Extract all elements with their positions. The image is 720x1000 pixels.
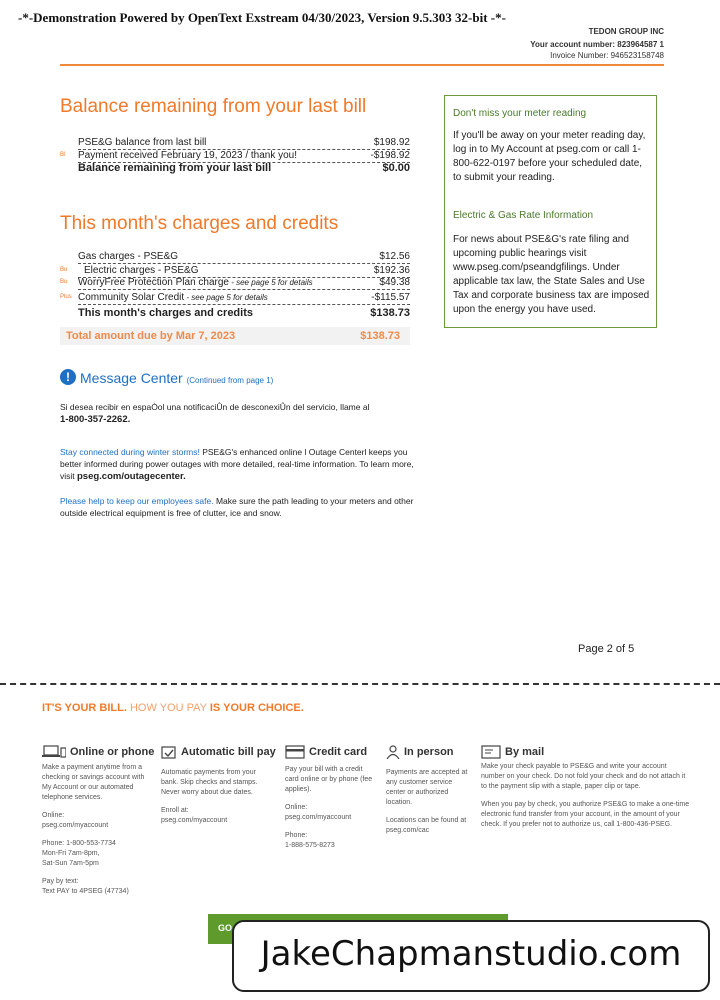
spanish-notice: Si desea recibir en espaÒol una notificaciÛn de desconexiÛn del servicio, llame al 1-800-357-2262. (60, 402, 370, 425)
tear-line (0, 683, 720, 685)
meter-reading-title: Don't miss your meter reading (453, 108, 587, 119)
demo-banner: -*-Demonstration Powered by OpenText Exstream 04/30/2023, Version 9.5.303 32-bit -*- (18, 10, 506, 25)
total-due-label: Total amount due by Mar 7, 2023 (66, 330, 236, 342)
charge-row: Community Solar Credit - see page 5 for details -$115.57 (78, 292, 410, 303)
person-icon (386, 745, 400, 759)
outage-notice: Stay connected during winter storms! PSE&G's enhanced online l Outage Centerl keeps you better informed during power outages with more detailed, real-time information. To learn more, visit pseg.com/outagecenter. (60, 447, 414, 482)
credit-card-icon (285, 745, 305, 759)
total-due-bar (60, 327, 410, 345)
pay-option-mail: By mail Make your check payable to PSE&G and write your account number on your check. Do not fold your check and do not attach it to the payment slip with a staple, paper clip or tape. When you pay by check, you authorize PSE&G to make a one-time electronic fund transfer from your account, in the amount of your check. If you prefer not to authorize us, call 1-800-436-PSEG. (481, 745, 690, 828)
meter-reading-text: If you'll be away on your meter reading day, log in to My Account at pseg.com or call 1-800-622-0197 before your scheduled date, to submit your reading. (453, 130, 646, 183)
account-number: Your account number: 823964587 1 (530, 40, 664, 49)
row-marker: Bu (60, 279, 68, 285)
pay-option-credit-card: Credit card Pay your bill with a credit card online or by phone (fee applies). Online: pseg.com/myaccount Phone: 1-888-575-8273 (285, 745, 373, 849)
charge-row: Electric charges - PSE&G $192.36 (78, 265, 410, 278)
outage-link[interactable]: pseg.com/outagecenter. (77, 471, 186, 482)
total-due-amount: $138.73 (360, 330, 400, 342)
rate-info-title: Electric & Gas Rate Information (453, 210, 594, 221)
rate-info-text: For news about PSE&G's rate filing and upcoming public hearings visit www.pseg.com/pseandgfilings. Under applicable tax law, the State Sales and Use Tax and corporate business tax are imposed upon the energy you have used. (453, 234, 650, 315)
balance-title: Balance remaining from your last bill (60, 96, 367, 117)
pay-option-title: Automatic bill pay (181, 745, 276, 758)
watermark-text: JakeChapmanstudio.com (260, 934, 682, 974)
company-name: TEDON GROUP INC (588, 27, 664, 36)
charge-row: Gas charges - PSE&G $12.56 (78, 251, 410, 262)
row-marker: Plus (60, 294, 72, 300)
pay-option-in-person: In person Payments are accepted at any customer service center or authorized location. Locations can be found at pseg.com/cac (386, 745, 468, 834)
laptop-phone-icon (42, 745, 66, 759)
charges-title: This month's charges and credits (60, 213, 339, 234)
envelope-icon (481, 745, 501, 759)
balance-row: Payment received February 19, 2023 / thank you! -$198.92 (78, 150, 410, 161)
pay-option-title: In person (404, 745, 454, 758)
pay-option-title: Online or phone (70, 745, 155, 758)
row-marker: BI (60, 152, 66, 158)
balance-row: PSE&G balance from last bill $198.92 (78, 137, 410, 148)
row-marker: Bu (60, 267, 68, 273)
charges-total-row: This month's charges and credits $138.73 (78, 307, 410, 319)
invoice-number: Invoice Number: 946523158748 (550, 51, 664, 60)
info-icon: ! (60, 369, 76, 385)
calendar-check-icon (161, 745, 177, 759)
watermark-box (232, 920, 710, 992)
payment-headline: IT'S YOUR BILL. HOW YOU PAY IS YOUR CHOICE. (42, 702, 304, 714)
pay-option-online: Online or phone Make a payment anytime from a checking or savings account with My Account or our automated telephone services. Online: pseg.com/myaccount Phone: 1-800-553-7734 Mon-Fri 7am-8pm, Sat-Sun 7am-5pm Pay by text: Text PAY to 4PSEG (47734) (42, 745, 155, 895)
info-sidebar (444, 95, 657, 328)
go-button[interactable]: GO (208, 914, 508, 944)
pay-option-autopay: Automatic bill pay Automatic payments from your bank. Skip checks and stamps. Never worry about due dates. Enroll at: pseg.com/myaccount (161, 745, 276, 824)
charge-row: WorryFree Protection Plan charge - see page 5 for details $49.38 (78, 277, 410, 288)
safety-notice: Please help to keep our employees safe. Make sure the path leading to your meters and other outside electrical equipment is free of clutter, ice and snow. (60, 496, 414, 518)
pay-option-title: Credit card (309, 745, 368, 758)
message-center-title: Message Center (Continued from page 1) (80, 370, 274, 386)
pay-option-title: By mail (505, 745, 545, 758)
balance-total-row: Balance remaining from your last bill $0.00 (78, 162, 410, 174)
header-divider (60, 64, 664, 66)
page-number: Page 2 of 5 (578, 643, 635, 655)
